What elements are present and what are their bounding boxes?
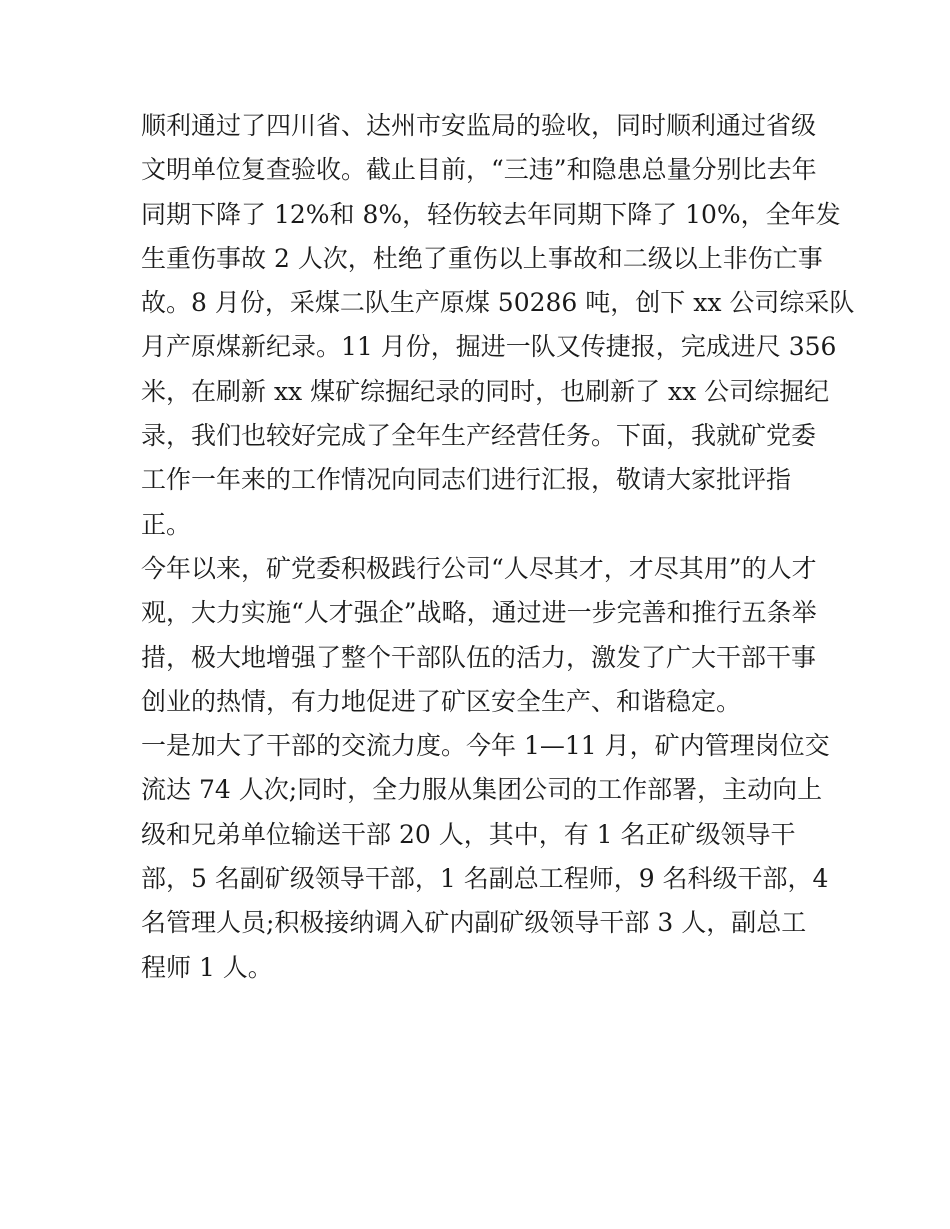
text-line: 故。8 月份，采煤二队生产原煤 50286 吨，创下 xx 公司综采队	[141, 288, 855, 318]
text-line: 月产原煤新纪录。11 月份，掘进一队又传捷报，完成进尺 356	[141, 332, 837, 362]
text-line: 措，极大地增强了整个干部队伍的活力，激发了广大干部干事	[141, 642, 817, 672]
text-line: 同期下降了 12%和 8%，轻伤较去年同期下降了 10%，全年发	[141, 199, 841, 229]
text-line: 顺利通过了四川省、达州市安监局的验收，同时顺利通过省级	[141, 111, 817, 140]
text-line: 工作一年来的工作情况向同志们进行汇报，敬请大家批评指	[141, 465, 792, 495]
text-line: 流达 74 人次;同时，全力服从集团公司的工作部署，主动向上	[141, 775, 823, 805]
text-line: 创业的热情，有力地促进了矿区安全生产、和谐稳定。	[141, 686, 742, 716]
text-line: 级和兄弟单位输送干部 20 人，其中，有 1 名正矿级领导干	[141, 819, 796, 849]
text-line: 生重伤事故 2 人次，杜绝了重伤以上事故和二级以上非伤亡事	[141, 243, 823, 273]
text-line: 正。	[141, 509, 192, 539]
text-line: 文明单位复查验收。截止目前，“三违”和隐患总量分别比去年	[141, 155, 817, 185]
text-line: 今年以来，矿党委积极践行公司“人尽其才，才尽其用”的人才	[141, 553, 817, 583]
text-line: 观，大力实施“人才强企”战略，通过进一步完善和推行五条举	[141, 598, 817, 628]
body-text	[141, 104, 855, 990]
text-line: 程师 1 人。	[141, 952, 273, 982]
text-line: 一是加大了干部的交流力度。今年 1—11 月，矿内管理岗位交	[141, 731, 830, 761]
text-line: 名管理人员;积极接纳调入矿内副矿级领导干部 3 人，副总工	[141, 908, 807, 938]
text-line: 录，我们也较好完成了全年生产经营任务。下面，我就矿党委	[141, 421, 817, 451]
text-line: 米，在刷新 xx 煤矿综掘纪录的同时，也刷新了 xx 公司综掘纪	[141, 376, 830, 406]
text-line: 部，5 名副矿级领导干部，1 名副总工程师，9 名科级干部，4	[141, 864, 829, 894]
